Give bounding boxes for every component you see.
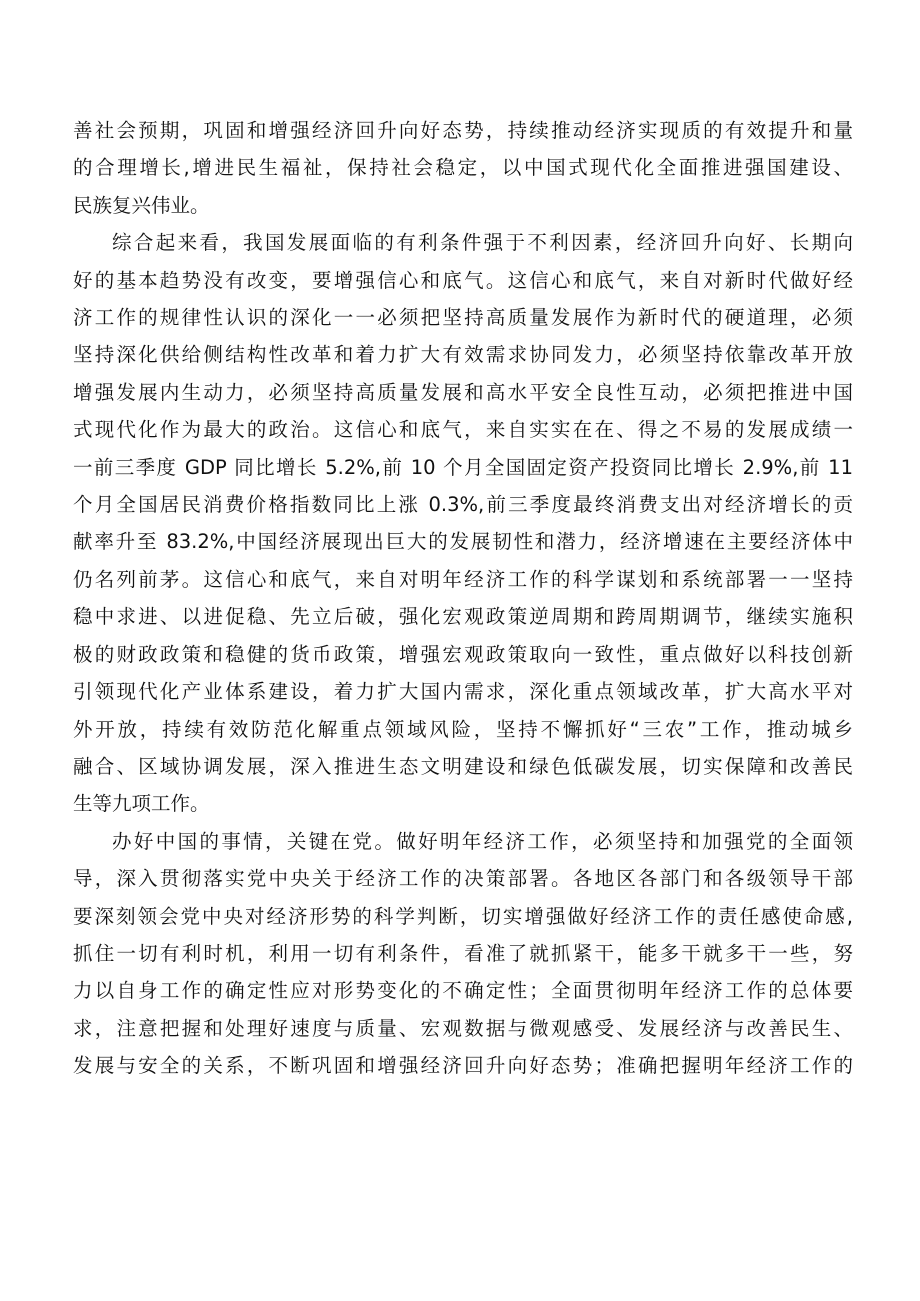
text-line: 坚持深化供给侧结构性改革和着力扩大有效需求协同发力，必须坚持依靠改革开放 [73, 343, 853, 367]
text-line: 的合理增长,增进民生福祉，保持社会稳定，以中国式现代化全面推进强国建设、 [73, 156, 853, 180]
text-line: 引领现代化产业体系建设，着力扩大国内需求，深化重点领域改革，扩大高水平对 [73, 680, 853, 704]
text-line: 力以自身工作的确定性应对形势变化的不确定性；全面贯彻明年经济工作的总体要 [73, 979, 853, 1003]
text-line: 济工作的规律性认识的深化一一必须把坚持高质量发展作为新时代的硬道理，必须 [73, 306, 853, 330]
text-line: 发展与安全的关系，不断巩固和增强经济回升向好态势；准确把握明年经济工作的 [73, 1054, 853, 1078]
text-line: 增强发展内生动力，必须坚持高质量发展和高水平安全良性互动，必须把推进中国 [73, 380, 853, 404]
text-line: 式现代化作为最大的政治。这信心和底气，来自实实在在、得之不易的发展成绩一 [73, 418, 853, 442]
text-line: 外开放，持续有效防范化解重点领域风险，坚持不懈抓好“三农”工作，推动城乡 [73, 717, 853, 741]
paragraph-1 [73, 112, 853, 224]
text-line: 融合、区域协调发展，深入推进生态文明建设和绿色低碳发展，切实保障和改善民 [73, 754, 853, 778]
document-body [73, 112, 853, 1085]
paragraph-2 [73, 224, 853, 823]
text-line: 极的财政政策和稳健的货币政策，增强宏观政策取向一致性，重点做好以科技创新 [73, 642, 853, 666]
text-line: 个月全国居民消费价格指数同比上涨 0.3%,前三季度最终消费支出对经济增长的贡 [73, 493, 853, 517]
text-line: 好的基本趋势没有改变，要增强信心和底气。这信心和底气，来自对新时代做好经 [73, 268, 853, 292]
text-line: 仍名列前茅。这信心和底气，来自对明年经济工作的科学谋划和系统部署一一坚持 [73, 567, 853, 591]
paragraph-3 [73, 823, 853, 1085]
text-line: 民族复兴伟业。 [73, 193, 210, 217]
text-line: 办好中国的事情，关键在党。做好明年经济工作，必须坚持和加强党的全面领 [112, 829, 853, 853]
text-line: 综合起来看，我国发展面临的有利条件强于不利因素，经济回升向好、长期向 [112, 231, 853, 255]
text-line: 求，注意把握和处理好速度与质量、宏观数据与微观感受、发展经济与改善民生、 [73, 1016, 853, 1040]
text-line: 抓住一切有利时机，利用一切有利条件，看准了就抓紧干，能多干就多干一些，努 [73, 941, 853, 965]
text-line: 导，深入贯彻落实党中央关于经济工作的决策部署。各地区各部门和各级领导干部 [73, 867, 853, 891]
text-line: 要深刻领会党中央对经济形势的科学判断，切实增强做好经济工作的责任感使命感, [73, 904, 853, 928]
text-line: 善社会预期，巩固和增强经济回升向好态势，持续推动经济实现质的有效提升和量 [73, 119, 853, 142]
text-line: 献率升至 83.2%,中国经济展现出巨大的发展韧性和潜力，经济增速在主要经济体中 [73, 530, 853, 554]
text-line: 一前三季度 GDP 同比增长 5.2%,前 10 个月全国固定资产投资同比增长 2.9%,前 11 [73, 455, 853, 479]
text-line: 生等九项工作。 [73, 792, 210, 816]
text-line: 稳中求进、以进促稳、先立后破，强化宏观政策逆周期和跨周期调节，继续实施积 [73, 605, 853, 629]
